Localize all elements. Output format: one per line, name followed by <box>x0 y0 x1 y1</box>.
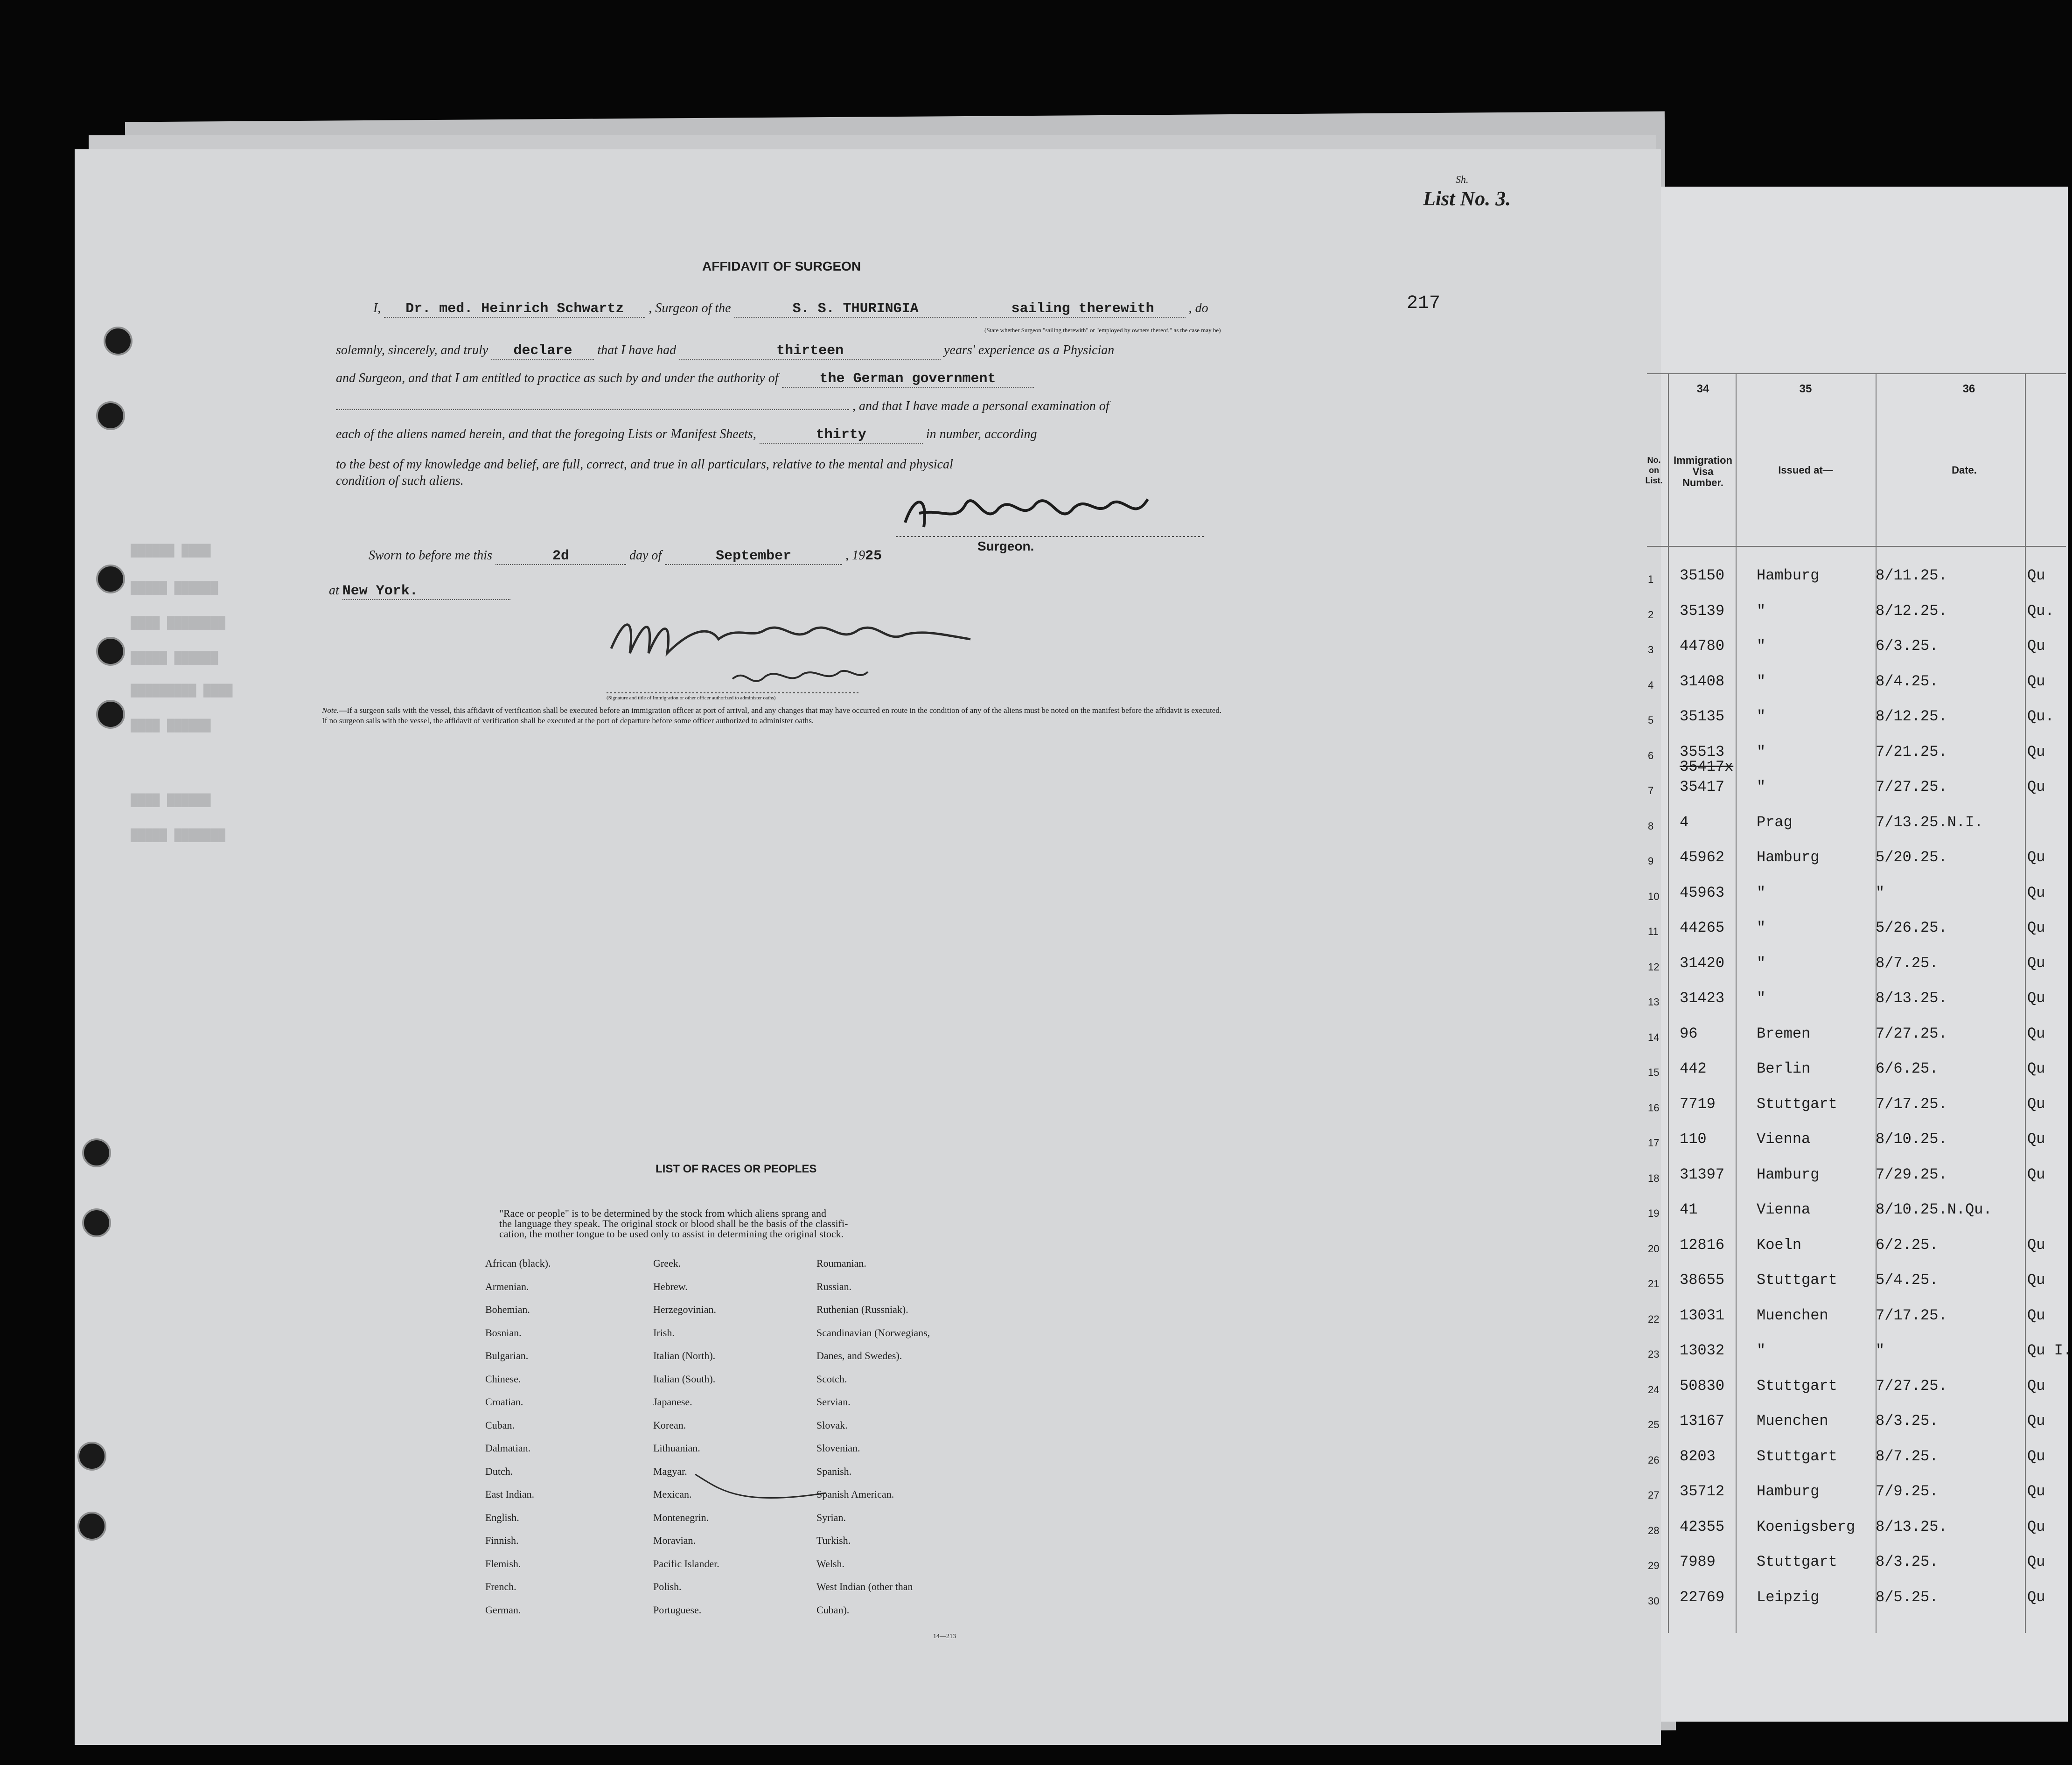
race-entry: German. <box>485 1604 521 1616</box>
row-number: 24 <box>1648 1383 1660 1395</box>
sworn-place: New York. <box>342 583 510 600</box>
visa-number: 35135 <box>1680 708 1725 725</box>
visa-date: 8/7.25. <box>1876 954 1939 972</box>
ship-mark: Sh. <box>1456 174 1469 185</box>
column-number: 34 <box>1696 383 1709 395</box>
row-number: 14 <box>1648 1031 1660 1043</box>
visa-class: Qu <box>2027 849 2045 866</box>
visa-number: 35417 <box>1680 778 1725 795</box>
visa-number: 7719 <box>1680 1095 1716 1113</box>
visa-date: 8/7.25. <box>1876 1447 1939 1465</box>
visa-date: 6/6.25. <box>1876 1060 1939 1077</box>
issued-at: Stuttgart <box>1757 1553 1837 1570</box>
visa-date: 7/17.25. <box>1876 1306 1947 1324</box>
place-line: at New York. <box>329 583 510 600</box>
visa-date: 7/27.25. <box>1876 1377 1947 1395</box>
race-entry: Portuguese. <box>653 1604 702 1616</box>
row-number: 15 <box>1648 1067 1660 1078</box>
issued-at: Stuttgart <box>1757 1447 1837 1465</box>
visa-number: 45963 <box>1680 884 1725 901</box>
affidavit-line-5: each of the aliens named herein, and that the foregoing Lists or Manifest Sheets, thirty in number, according <box>336 427 1037 443</box>
race-entry: Montenegrin. <box>653 1511 709 1523</box>
race-entry: Mexican. <box>653 1488 692 1500</box>
issued-at: Muenchen <box>1757 1412 1828 1430</box>
race-entry: Lithuanian. <box>653 1442 700 1454</box>
officer-caption: (Signature and title of Immigration or other officer authorized to administer oaths) <box>607 695 776 701</box>
issued-at: " <box>1757 919 1766 936</box>
issued-at: Hamburg <box>1757 1165 1820 1183</box>
years-experience: thirteen <box>679 343 941 360</box>
row-number: 2 <box>1648 608 1654 621</box>
visa-number: 42355 <box>1680 1518 1725 1535</box>
visa-class: Qu <box>2027 990 2045 1007</box>
race-entry: Korean. <box>653 1419 686 1431</box>
race-entry: Spanish American. <box>816 1488 894 1500</box>
list-number: List No. 3. <box>1423 187 1511 210</box>
race-entry: Croatian. <box>485 1396 523 1408</box>
race-entry: Italian (South). <box>653 1373 716 1385</box>
issued-at: " <box>1757 708 1766 725</box>
affidavit-line-7: condition of such aliens. <box>336 474 464 488</box>
punch-hole <box>96 637 125 666</box>
visa-date: 8/12.25. <box>1876 708 1947 725</box>
row-number: 20 <box>1648 1242 1660 1255</box>
visa-number: 41 <box>1680 1201 1698 1218</box>
row-number: 4 <box>1648 679 1654 691</box>
page-number: 217 <box>1407 293 1441 314</box>
surgeon-name: Dr. med. Heinrich Schwartz <box>384 301 645 318</box>
visa-class: Qu <box>2027 1130 2045 1148</box>
row-number: 1 <box>1648 573 1654 585</box>
visa-class: Qu I. <box>2027 1342 2072 1359</box>
visa-class: Qu <box>2027 884 2045 901</box>
visa-class: Qu <box>2027 1236 2045 1254</box>
race-entry: Dutch. <box>485 1465 513 1477</box>
race-entry: Italian (North). <box>653 1350 716 1361</box>
row-number: 18 <box>1648 1172 1660 1184</box>
bleed-through-text: ██████ ████ <box>131 544 211 558</box>
visa-date: 5/20.25. <box>1876 849 1947 866</box>
row-number: 16 <box>1648 1102 1660 1114</box>
row-number: 19 <box>1648 1207 1660 1219</box>
visa-date: 7/17.25. <box>1876 1095 1947 1113</box>
race-entry: Armenian. <box>485 1280 529 1292</box>
race-entry: Flemish. <box>485 1557 521 1570</box>
punch-hole <box>96 401 125 430</box>
bleed-through-text: █████ ███████ <box>131 828 225 842</box>
row-number: 12 <box>1648 961 1660 973</box>
race-entry: Dalmatian. <box>485 1442 531 1454</box>
visa-date: 7/13.25.N.I. <box>1876 813 1983 831</box>
affidavit-line-3: and Surgeon, and that I am entitled to practice as such by and under the authority of the German government <box>336 371 1034 388</box>
visa-date: 7/27.25. <box>1876 778 1947 795</box>
visa-class: Qu <box>2027 954 2045 972</box>
affidavit-line-6: to the best of my knowledge and belief, are full, correct, and true in all particulars, relative to the mental and physical <box>336 457 953 472</box>
punch-hole <box>77 1512 106 1541</box>
visa-class: Qu <box>2027 1412 2045 1430</box>
race-entry: Moravian. <box>653 1535 696 1546</box>
visa-class: Qu <box>2027 1165 2045 1183</box>
issued-at: Bremen <box>1757 1025 1811 1042</box>
race-entry: African (black). <box>485 1257 551 1269</box>
punch-hole <box>82 1208 111 1237</box>
issued-at: Vienna <box>1757 1130 1811 1148</box>
visa-class: Qu <box>2027 1447 2045 1465</box>
visa-number: 442 <box>1680 1060 1707 1077</box>
authority: the German government <box>782 371 1034 388</box>
row-number: 30 <box>1648 1595 1660 1607</box>
visa-class: Qu <box>2027 778 2045 795</box>
sworn-line: Sworn to before me this 2d day of September , 1925 <box>369 548 882 564</box>
issued-at: " <box>1757 1342 1766 1359</box>
race-entry: Polish. <box>653 1581 682 1592</box>
visa-class: Qu <box>2027 1553 2045 1570</box>
race-entry: Russian. <box>816 1280 852 1292</box>
visa-date: 7/21.25. <box>1876 743 1947 760</box>
column-number: 35 <box>1799 383 1812 395</box>
visa-number: 35712 <box>1680 1483 1725 1500</box>
punch-hole <box>82 1138 111 1167</box>
visa-number: 13032 <box>1680 1342 1725 1359</box>
issued-at: " <box>1757 637 1766 655</box>
visa-date: 8/12.25. <box>1876 602 1947 620</box>
visa-number: 13167 <box>1680 1412 1725 1430</box>
races-heading: LIST OF RACES OR PEOPLES <box>656 1163 817 1175</box>
bleed-through-text: ████ ██████ <box>131 793 211 807</box>
affidavit-line-1: I, Dr. med. Heinrich Schwartz , Surgeon of the S. S. THURINGIA sailing therewith , do <box>373 301 1208 317</box>
visa-number: 45962 <box>1680 849 1725 866</box>
visa-date: 8/13.25. <box>1876 1518 1947 1535</box>
issued-at: " <box>1757 672 1766 690</box>
issued-at: Hamburg <box>1757 1483 1820 1500</box>
sheet-count: thirty <box>760 427 923 444</box>
race-entry: Magyar. <box>653 1465 687 1477</box>
header-visa-number: Immigration Visa Number. <box>1674 454 1732 488</box>
punch-hole <box>104 327 133 356</box>
visa-class: Qu <box>2027 743 2045 760</box>
visa-date: 5/26.25. <box>1876 919 1947 936</box>
punch-hole <box>96 565 125 593</box>
visa-date: 6/2.25. <box>1876 1236 1939 1254</box>
visa-number: 38655 <box>1680 1271 1725 1289</box>
row-number: 17 <box>1648 1137 1660 1149</box>
visa-date: 8/3.25. <box>1876 1553 1939 1570</box>
race-entry: English. <box>485 1511 519 1523</box>
visa-number: 96 <box>1680 1025 1698 1042</box>
visa-date: 5/4.25. <box>1876 1271 1939 1289</box>
visa-date: 7/27.25. <box>1876 1025 1947 1042</box>
race-entry: Bohemian. <box>485 1304 530 1315</box>
issued-at: " <box>1757 743 1766 760</box>
issued-at: " <box>1757 778 1766 795</box>
race-entry: Cuban). <box>816 1604 850 1616</box>
race-entry: French. <box>485 1581 516 1592</box>
visa-class: Qu <box>2027 1095 2045 1113</box>
issued-at: Hamburg <box>1757 849 1820 866</box>
row-number: 11 <box>1648 926 1659 937</box>
visa-class: Qu. <box>2027 708 2054 725</box>
issued-at: " <box>1757 602 1766 620</box>
races-intro: "Race or people" is to be determined by the stock from which aliens sprang and the language they speak. The original stock or blood shall be the basis of the classifi- cation, the mother tongue to be used only to assist in determining the original stock. <box>499 1207 848 1240</box>
visa-class: Qu <box>2027 1271 2045 1289</box>
race-entry: Bulgarian. <box>485 1350 529 1361</box>
visa-class: Qu <box>2027 672 2045 690</box>
surgeon-status: sailing therewith <box>980 301 1186 318</box>
race-entry: Turkish. <box>816 1535 851 1546</box>
race-entry: Slovak. <box>816 1419 848 1431</box>
issued-at: Stuttgart <box>1757 1095 1837 1113</box>
visa-date: 8/10.25.N.Qu. <box>1876 1201 1992 1218</box>
issued-at: Prag <box>1757 813 1793 831</box>
race-entry: Finnish. <box>485 1535 519 1546</box>
visa-class: Qu <box>2027 1025 2045 1042</box>
visa-class: Qu <box>2027 1060 2045 1077</box>
race-entry: Pacific Islander. <box>653 1557 719 1570</box>
row-number: 28 <box>1648 1524 1660 1536</box>
race-entry: Hebrew. <box>653 1280 688 1292</box>
bleed-through-text: █████ ██████ <box>131 651 218 665</box>
race-entry: Danes, and Swedes). <box>816 1350 902 1361</box>
officer-signature <box>597 597 1017 709</box>
visa-number: 44780 <box>1680 637 1725 655</box>
visa-date: " <box>1876 884 1885 901</box>
visa-number: 13031 <box>1680 1306 1725 1324</box>
row-number: 9 <box>1648 855 1654 867</box>
affidavit-heading: AFFIDAVIT OF SURGEON <box>702 259 861 273</box>
issued-at: " <box>1757 884 1766 901</box>
row-number: 29 <box>1648 1560 1660 1571</box>
magyar-mexican-mark <box>691 1470 830 1507</box>
visa-number: 31423 <box>1680 990 1725 1007</box>
visa-number: 50830 <box>1680 1377 1725 1395</box>
form-number: 14—213 <box>933 1633 956 1640</box>
column-number: 36 <box>1962 383 1975 395</box>
race-entry: Japanese. <box>653 1396 692 1408</box>
row-number: 21 <box>1648 1278 1660 1290</box>
visa-number: 44265 <box>1680 919 1725 936</box>
declare-verb: declare <box>491 343 594 360</box>
race-entry: Roumanian. <box>816 1257 866 1269</box>
row-number: 23 <box>1648 1348 1660 1360</box>
visa-number: 31408 <box>1680 672 1725 690</box>
visa-class: Qu <box>2027 1483 2045 1500</box>
visa-number: 31420 <box>1680 954 1725 972</box>
surgeon-label: Surgeon. <box>977 539 1034 553</box>
race-entry: Cuban. <box>485 1419 515 1431</box>
visa-number: 4 <box>1680 813 1689 831</box>
bleed-through-text: █████████ ████ <box>131 684 233 698</box>
visa-number: 12816 <box>1680 1236 1725 1254</box>
visa-number: 22769 <box>1680 1588 1725 1606</box>
sworn-day: 2d <box>495 548 626 565</box>
visa-class: Qu <box>2027 1518 2045 1535</box>
race-entry: Bosnian. <box>485 1326 522 1339</box>
sworn-year: 25 <box>865 548 882 564</box>
visa-class: Qu <box>2027 567 2045 584</box>
header-issued-at: Issued at— <box>1778 464 1833 476</box>
visa-class: Qu. <box>2027 602 2054 620</box>
race-entry: Slovenian. <box>816 1442 860 1454</box>
visa-date: 8/10.25. <box>1876 1130 1947 1148</box>
visa-date: 8/11.25. <box>1876 567 1947 584</box>
visa-date: 8/3.25. <box>1876 1412 1939 1430</box>
row-number: 10 <box>1648 890 1660 902</box>
visa-date: 7/29.25. <box>1876 1165 1947 1183</box>
visa-class: Qu <box>2027 637 2045 655</box>
issued-at: Stuttgart <box>1757 1377 1837 1395</box>
race-entry: Spanish. <box>816 1465 852 1477</box>
visa-date: 6/3.25. <box>1876 637 1939 655</box>
issued-at: " <box>1757 990 1766 1007</box>
header-date: Date. <box>1952 464 1977 476</box>
visa-class: Qu <box>2027 1377 2045 1395</box>
race-entry: Welsh. <box>816 1557 844 1570</box>
surgeon-signature <box>886 485 1213 541</box>
visa-date: 8/5.25. <box>1876 1588 1939 1606</box>
bleed-through-text: ████ ████████ <box>131 616 225 630</box>
issued-at: Muenchen <box>1757 1306 1828 1324</box>
note: Note.—If a surgeon sails with the vessel, this affidavit of verification shall be executed before an immigration officer at port of arrival, and any changes that may have occurred en route in the condition of any of the aliens must be noted on the manifest before the affidavit is executed. If no surgeon sails with the vessel, the affidavit of verification shall be executed at the port of departure before some officer authorized to administer oaths. <box>322 706 1222 725</box>
visa-class: Qu <box>2027 1588 2045 1606</box>
visa-number: 8203 <box>1680 1447 1716 1465</box>
header-no-on-list: No. on List. <box>1645 455 1663 485</box>
race-entry: Greek. <box>653 1257 681 1269</box>
visa-number: 31397 <box>1680 1165 1725 1183</box>
race-entry: Ruthenian (Russniak). <box>816 1304 908 1315</box>
race-entry: East Indian. <box>485 1488 535 1500</box>
issued-at: Berlin <box>1757 1060 1811 1077</box>
visa-date: 8/4.25. <box>1876 672 1939 690</box>
row-number: 27 <box>1648 1489 1660 1501</box>
vessel-name: S. S. THURINGIA <box>734 301 977 318</box>
visa-number: 35150 <box>1680 567 1725 584</box>
row-number: 25 <box>1648 1419 1660 1430</box>
race-entry: Servian. <box>816 1396 851 1408</box>
issued-at: Vienna <box>1757 1201 1811 1218</box>
race-entry: Scotch. <box>816 1373 847 1385</box>
race-entry: Syrian. <box>816 1511 846 1523</box>
row-number: 26 <box>1648 1454 1660 1466</box>
issued-at: Hamburg <box>1757 567 1820 584</box>
issued-at: Koenigsberg <box>1757 1518 1856 1535</box>
bleed-through-text: ████ ██████ <box>131 719 211 733</box>
visa-class: Qu <box>2027 919 2045 936</box>
issued-at: Koeln <box>1757 1236 1802 1254</box>
punch-hole <box>77 1442 106 1471</box>
row-number: 3 <box>1648 644 1654 656</box>
row-number: 5 <box>1648 714 1654 726</box>
row-number: 13 <box>1648 996 1660 1008</box>
issued-at: Leipzig <box>1757 1588 1820 1606</box>
row-number: 7 <box>1648 785 1654 796</box>
affidavit-line-2: solemnly, sincerely, and truly declare that I have had thirteen years' experience as a Physician <box>336 343 1115 359</box>
affidavit-sheet <box>75 149 1661 1745</box>
visa-number: 7989 <box>1680 1553 1716 1570</box>
issued-at: " <box>1757 954 1766 972</box>
punch-hole <box>96 700 125 729</box>
visa-class: Qu <box>2027 1306 2045 1324</box>
affidavit-line-4: , and that I have made a personal examination of <box>336 399 1109 414</box>
row-number: 22 <box>1648 1313 1660 1325</box>
visa-number: 35513 <box>1680 743 1725 760</box>
visa-number: 110 <box>1680 1130 1707 1148</box>
row-number: 6 <box>1648 749 1654 761</box>
visa-date: " <box>1876 1342 1885 1359</box>
race-entry: Herzegovinian. <box>653 1304 716 1315</box>
row-number: 8 <box>1648 820 1654 832</box>
visa-date: 7/9.25. <box>1876 1483 1939 1500</box>
visa-date: 8/13.25. <box>1876 990 1947 1007</box>
sworn-month: September <box>665 548 842 565</box>
bleed-through-text: █████ ██████ <box>131 581 218 595</box>
issued-at: Stuttgart <box>1757 1271 1837 1289</box>
race-entry: West Indian (other than <box>816 1581 913 1592</box>
visa-number: 35139 <box>1680 602 1725 620</box>
status-note: (State whether Surgeon "sailing therewith" or "employed by owners thereof," as the case may be) <box>984 327 1221 334</box>
race-entry: Chinese. <box>485 1373 521 1385</box>
race-entry: Scandinavian (Norwegians, <box>816 1326 930 1339</box>
race-entry: Irish. <box>653 1326 675 1339</box>
visa-number-struck: 35417x <box>1680 758 1734 775</box>
